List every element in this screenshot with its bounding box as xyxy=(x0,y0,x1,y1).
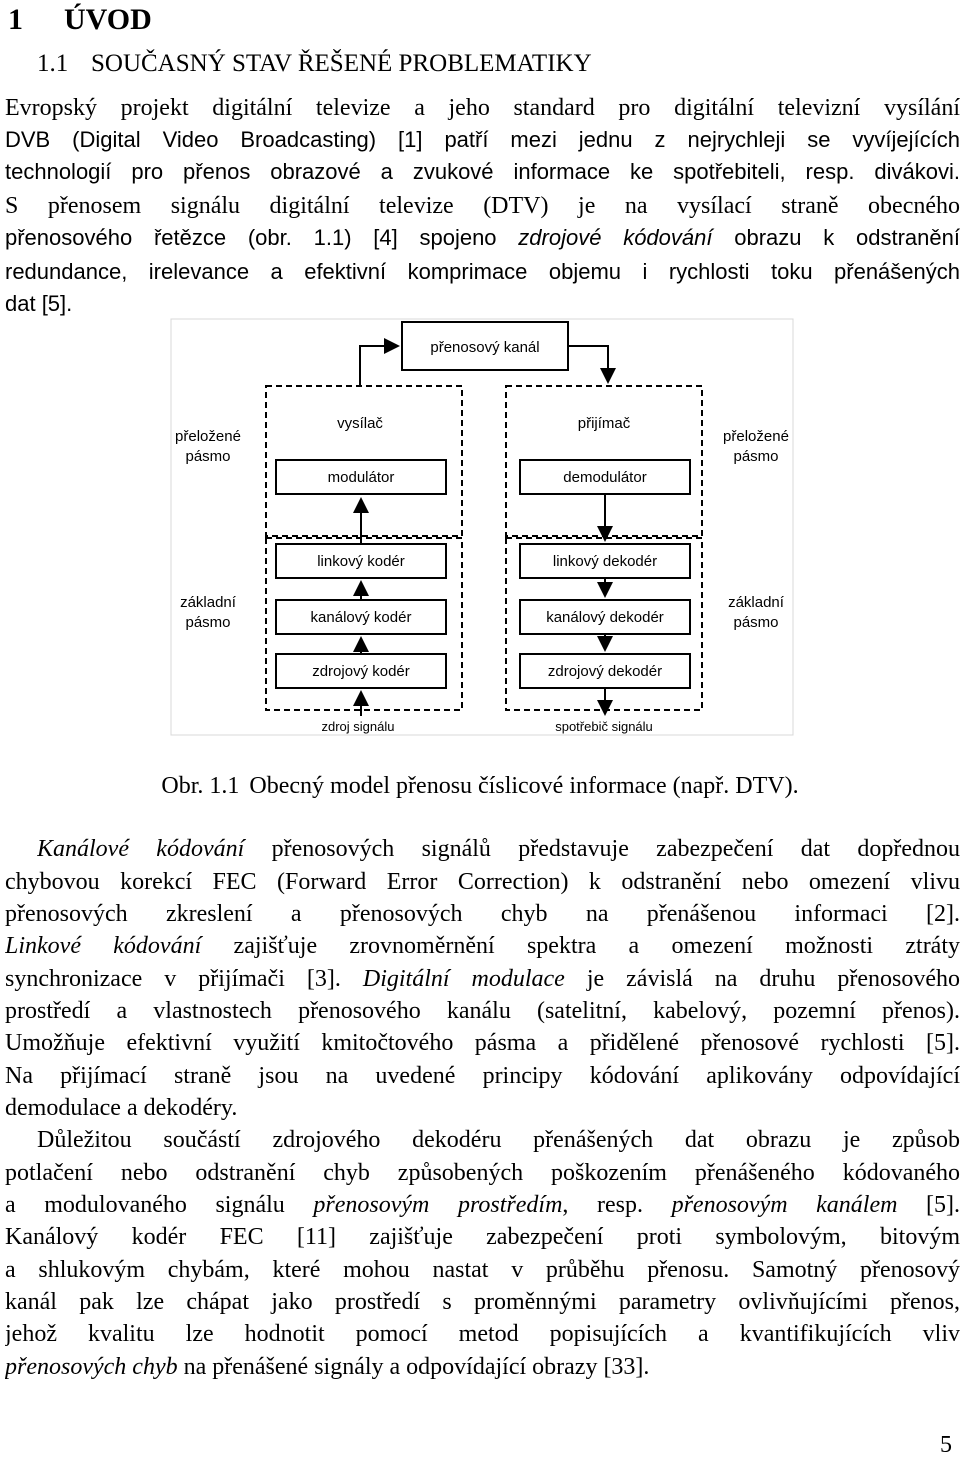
para2-line2: chybovou korekcí FEC (Forward Error Correction) k odstranění nebo omezení vlivu xyxy=(5,869,960,895)
para2-line4 xyxy=(5,930,960,962)
para3-line6: kanál pak lze chápat jako prostředí s proměnnými parametry ovlivňujícími přenos, xyxy=(5,1289,960,1315)
para1-line7: dat [5]. xyxy=(5,291,73,316)
para2-line1 xyxy=(37,833,960,865)
modulator-label: modulátor xyxy=(327,469,395,486)
para2-line7: Umožňuje efektivní využití kmitočtového pásma a přidělené přenosové rychlosti [5]. xyxy=(5,1030,960,1056)
passband-left-l1: přeložené xyxy=(175,428,241,445)
para2-line4-italic: Linkové kódování xyxy=(5,933,202,959)
transmission-diagram xyxy=(170,318,795,738)
para1-line6: redundance, irelevance a efektivní komprimace objemu i rychlosti toku přenášených xyxy=(5,259,960,284)
para1-line3: technologií pro přenos obrazové a zvukové informace ke spotřebiteli, resp. divákovi. xyxy=(5,159,960,184)
rx-label: přijímač xyxy=(577,415,631,432)
chapter-number: 1 xyxy=(8,3,23,36)
chapter-heading xyxy=(8,0,152,40)
para1-line5-a: přenosového řetězce (obr. 1.1) [4] spojeno xyxy=(5,225,497,250)
para1-line1: Evropský projekt digitální televize a jeho standard pro digitální televizní vysílání xyxy=(5,95,960,121)
tx-label: vysílač xyxy=(337,415,383,432)
passband-left-l2: pásmo xyxy=(185,448,231,465)
para3-line8-italic: přenosových chyb xyxy=(5,1354,178,1380)
arrow-tx-to-channel xyxy=(360,346,398,386)
source-coder-label: zdrojový kodér xyxy=(312,663,410,680)
para3-line3-a: a modulovaného signálu xyxy=(5,1192,285,1218)
figure-border xyxy=(171,319,793,735)
para3-line3-e: [5]. xyxy=(926,1192,960,1218)
para1-line4: S přenosem signálu digitální televize (DTV) je na vysílací straně obecného xyxy=(5,193,960,219)
source-label: zdroj signálu xyxy=(321,719,395,734)
para3-line3 xyxy=(5,1189,960,1221)
baseband-right-l1: základní xyxy=(728,594,784,611)
para2-line5-c: je závislá na druhu přenosového xyxy=(586,966,960,992)
line-coder-label: linkový kodér xyxy=(317,553,405,570)
para3-line8-b: na přenášené signály a odpovídající obrazy [33]. xyxy=(183,1354,650,1380)
section-heading xyxy=(37,46,592,82)
channel-decoder-label: kanálový dekodér xyxy=(546,609,664,626)
figure-caption xyxy=(0,770,960,802)
para2-line5-a: synchronizace v přijímači [3]. xyxy=(5,966,341,992)
baseband-right-l2: pásmo xyxy=(733,614,779,631)
channel-label: přenosový kanál xyxy=(430,339,540,356)
source-decoder-label: zdrojový dekodér xyxy=(547,663,663,680)
arrow-channel-to-rx xyxy=(568,346,608,382)
line-decoder-label: linkový dekodér xyxy=(552,553,658,570)
passband-right-l1: přeložené xyxy=(723,428,789,445)
passband-right-l2: pásmo xyxy=(733,448,779,465)
para3-line4: Kanálový kodér FEC [11] zajišťuje zabezpečení proti symbolovým, bitovým xyxy=(5,1224,960,1250)
section-title: SOUČASNÝ STAV ŘEŠENÉ PROBLEMATIKY xyxy=(91,50,592,77)
para3-line3-c: , resp. xyxy=(562,1192,643,1218)
para2-line6: prostředí a vlastnostech přenosového kanálu (satelitní, kabelový, pozemní přenos). xyxy=(5,998,960,1024)
figure-caption-text: Obecný model přenosu číslicové informace (např. DTV). xyxy=(249,773,799,799)
page-number: 5 xyxy=(940,1432,952,1458)
para3-line3-italic2: přenosovým kanálem xyxy=(671,1192,898,1218)
para2-line9: demodulace a dekodéry. xyxy=(5,1095,238,1121)
para1-line2: DVB (Digital Video Broadcasting) [1] patří mezi jednu z nejrychleji se vyvíjejících xyxy=(5,127,960,152)
para3-line8 xyxy=(5,1351,960,1383)
chapter-title: ÚVOD xyxy=(64,3,152,36)
channel-coder-label: kanálový kodér xyxy=(310,609,412,626)
para3-line7: jehož kvalitu lze hodnotit pomocí metod popisujících a kvantifikujících vliv xyxy=(5,1321,960,1347)
para2-line8: Na přijímací straně jsou na uvedené principy kódování aplikovány odpovídající xyxy=(5,1063,960,1089)
baseband-left-l1: základní xyxy=(180,594,236,611)
para1-line5 xyxy=(5,222,960,254)
para3-line2: potlačení nebo odstranění chyb způsobených poškozením přenášeného kódovaného xyxy=(5,1160,960,1186)
para2-line4-b: zajišťuje zrovnoměrnění spektra a omezení možnosti ztráty xyxy=(233,933,960,959)
section-number: 1.1 xyxy=(37,50,69,77)
para2-line5 xyxy=(5,963,960,995)
para3-line3-italic1: přenosovým prostředím xyxy=(313,1192,563,1218)
para1-line5-italic: zdrojové kódování xyxy=(518,225,713,250)
para3-line1: Důležitou součástí zdrojového dekodéru přenášených dat obrazu je způsob xyxy=(37,1127,960,1153)
para2-line5-italic: Digitální modulace xyxy=(362,966,565,992)
para2-line1-italic: Kanálové kódování xyxy=(37,836,245,862)
sink-label: spotřebič signálu xyxy=(555,719,653,734)
demodulator-label: demodulátor xyxy=(563,469,647,486)
para3-line5: a shlukovým chybám, které mohou nastat v průběhu přenosu. Samotný přenosový xyxy=(5,1257,960,1283)
para1-line5-c: obrazu k odstranění xyxy=(734,225,960,250)
para2-line3: přenosových zkreslení a přenosových chyb na přenášenou informaci [2]. xyxy=(5,901,960,927)
baseband-left-l2: pásmo xyxy=(185,614,231,631)
para2-line1-b: přenosových signálů představuje zabezpečení dat dopřednou xyxy=(271,836,960,862)
figure-number: Obr. 1.1 xyxy=(161,773,240,799)
